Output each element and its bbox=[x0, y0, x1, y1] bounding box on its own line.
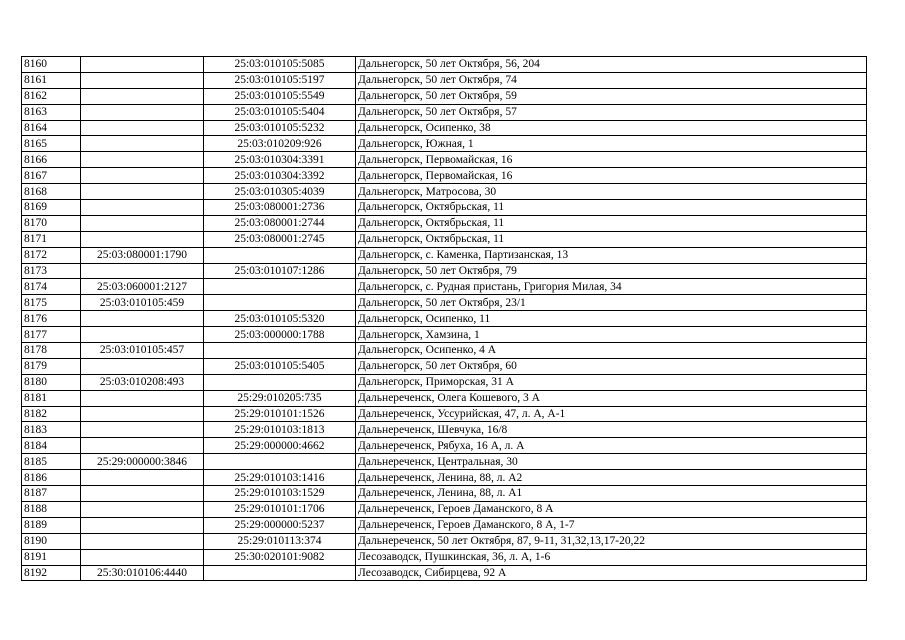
cadastral-number-a-cell bbox=[81, 533, 204, 549]
cadastral-number-b-cell: 25:03:000000:1788 bbox=[204, 327, 356, 343]
table-row bbox=[22, 311, 867, 327]
address-cell: Дальнегорск, 50 лет Октября, 79 bbox=[356, 263, 867, 279]
address-cell: Дальнегорск, Матросова, 30 bbox=[356, 184, 867, 200]
cadastral-number-b-cell: 25:03:010105:5405 bbox=[204, 358, 356, 374]
cadastral-number-a-cell: 25:03:010105:459 bbox=[81, 295, 204, 311]
cadastral-number-b-cell: 25:03:010105:5085 bbox=[204, 57, 356, 73]
cadastral-number-a-cell bbox=[81, 72, 204, 88]
address-cell: Дальнегорск, Октябрьская, 11 bbox=[356, 231, 867, 247]
address-cell: Дальнегорск, Первомайская, 16 bbox=[356, 168, 867, 184]
address-cell: Дальнегорск, Южная, 1 bbox=[356, 136, 867, 152]
cadastral-number-b-cell: 25:03:010304:3391 bbox=[204, 152, 356, 168]
cadastral-number-b-cell bbox=[204, 279, 356, 295]
row-number-cell: 8161 bbox=[22, 72, 81, 88]
address-cell: Дальнегорск, 50 лет Октября, 60 bbox=[356, 358, 867, 374]
cadastral-number-b-cell: 25:03:010105:5404 bbox=[204, 104, 356, 120]
table-row bbox=[22, 136, 867, 152]
table-row bbox=[22, 247, 867, 263]
table-row bbox=[22, 454, 867, 470]
row-number-cell: 8175 bbox=[22, 295, 81, 311]
cadastral-number-a-cell bbox=[81, 104, 204, 120]
address-cell: Дальнегорск, Осипенко, 38 bbox=[356, 120, 867, 136]
cadastral-number-b-cell: 25:03:010304:3392 bbox=[204, 168, 356, 184]
address-cell: Дальнегорск, Хамзина, 1 bbox=[356, 327, 867, 343]
table-row bbox=[22, 215, 867, 231]
address-cell: Дальнереченск, Шевчука, 16/8 bbox=[356, 422, 867, 438]
row-number-cell: 8185 bbox=[22, 454, 81, 470]
address-cell: Дальнереченск, Рябуха, 16 А, л. А bbox=[356, 438, 867, 454]
cadastral-number-a-cell bbox=[81, 200, 204, 216]
table-row bbox=[22, 72, 867, 88]
cadastral-number-a-cell bbox=[81, 152, 204, 168]
table-row bbox=[22, 184, 867, 200]
cadastral-number-a-cell bbox=[81, 168, 204, 184]
address-cell: Дальнегорск, 50 лет Октября, 57 bbox=[356, 104, 867, 120]
row-number-cell: 8162 bbox=[22, 88, 81, 104]
address-cell: Дальнегорск, Октябрьская, 11 bbox=[356, 215, 867, 231]
address-cell: Дальнереченск, 50 лет Октября, 87, 9-11, 31,32,13,17-20,22 bbox=[356, 533, 867, 549]
cadastral-number-a-cell: 25:03:010208:493 bbox=[81, 374, 204, 390]
row-number-cell: 8172 bbox=[22, 247, 81, 263]
address-cell: Лесозаводск, Сибирцева, 92 А bbox=[356, 565, 867, 581]
property-registry-table bbox=[21, 56, 867, 581]
cadastral-number-b-cell: 25:03:010105:5549 bbox=[204, 88, 356, 104]
cadastral-number-a-cell bbox=[81, 88, 204, 104]
cadastral-number-b-cell: 25:03:010305:4039 bbox=[204, 184, 356, 200]
row-number-cell: 8165 bbox=[22, 136, 81, 152]
table-row bbox=[22, 88, 867, 104]
cadastral-number-a-cell bbox=[81, 390, 204, 406]
row-number-cell: 8180 bbox=[22, 374, 81, 390]
cadastral-number-a-cell: 25:30:010106:4440 bbox=[81, 565, 204, 581]
address-cell: Дальнереченск, Олега Кошевого, 3 А bbox=[356, 390, 867, 406]
cadastral-number-b-cell bbox=[204, 343, 356, 359]
cadastral-number-b-cell: 25:30:020101:9082 bbox=[204, 549, 356, 565]
row-number-cell: 8168 bbox=[22, 184, 81, 200]
cadastral-number-b-cell: 25:03:080001:2736 bbox=[204, 200, 356, 216]
cadastral-number-b-cell: 25:29:010103:1416 bbox=[204, 470, 356, 486]
cadastral-number-b-cell: 25:29:000000:5237 bbox=[204, 517, 356, 533]
cadastral-number-a-cell bbox=[81, 486, 204, 502]
cadastral-number-b-cell: 25:29:010101:1706 bbox=[204, 501, 356, 517]
cadastral-number-b-cell bbox=[204, 247, 356, 263]
table-row bbox=[22, 358, 867, 374]
table-row bbox=[22, 152, 867, 168]
cadastral-number-b-cell: 25:29:010101:1526 bbox=[204, 406, 356, 422]
address-cell: Дальнегорск, Первомайская, 16 bbox=[356, 152, 867, 168]
table-row bbox=[22, 549, 867, 565]
table-row bbox=[22, 486, 867, 502]
address-cell: Дальнегорск, 50 лет Октября, 56, 204 bbox=[356, 57, 867, 73]
table-row bbox=[22, 57, 867, 73]
table-row bbox=[22, 263, 867, 279]
address-cell: Дальнегорск, с. Рудная пристань, Григория Милая, 34 bbox=[356, 279, 867, 295]
cadastral-number-a-cell: 25:03:080001:1790 bbox=[81, 247, 204, 263]
row-number-cell: 8178 bbox=[22, 343, 81, 359]
cadastral-number-b-cell: 25:29:010103:1813 bbox=[204, 422, 356, 438]
row-number-cell: 8188 bbox=[22, 501, 81, 517]
address-cell: Дальнереченск, Героев Даманского, 8 А bbox=[356, 501, 867, 517]
row-number-cell: 8171 bbox=[22, 231, 81, 247]
table-row bbox=[22, 533, 867, 549]
cadastral-number-a-cell bbox=[81, 327, 204, 343]
document-sheet bbox=[21, 56, 867, 581]
table-row bbox=[22, 438, 867, 454]
table-row bbox=[22, 501, 867, 517]
row-number-cell: 8160 bbox=[22, 57, 81, 73]
address-cell: Дальнереченск, Ленина, 88, л. А1 bbox=[356, 486, 867, 502]
address-cell: Дальнереченск, Центральная, 30 bbox=[356, 454, 867, 470]
table-row bbox=[22, 406, 867, 422]
cadastral-number-b-cell: 25:03:080001:2745 bbox=[204, 231, 356, 247]
cadastral-number-a-cell bbox=[81, 57, 204, 73]
cadastral-number-a-cell bbox=[81, 311, 204, 327]
cadastral-number-a-cell bbox=[81, 517, 204, 533]
table-row bbox=[22, 374, 867, 390]
address-cell: Дальнегорск, Октябрьская, 11 bbox=[356, 200, 867, 216]
cadastral-number-b-cell: 25:29:010205:735 bbox=[204, 390, 356, 406]
cadastral-number-b-cell: 25:29:010103:1529 bbox=[204, 486, 356, 502]
row-number-cell: 8187 bbox=[22, 486, 81, 502]
cadastral-number-a-cell: 25:29:000000:3846 bbox=[81, 454, 204, 470]
table-row bbox=[22, 104, 867, 120]
cadastral-number-b-cell bbox=[204, 454, 356, 470]
row-number-cell: 8167 bbox=[22, 168, 81, 184]
row-number-cell: 8186 bbox=[22, 470, 81, 486]
row-number-cell: 8170 bbox=[22, 215, 81, 231]
cadastral-number-a-cell bbox=[81, 438, 204, 454]
cadastral-number-a-cell bbox=[81, 184, 204, 200]
address-cell: Дальнереченск, Героев Даманского, 8 А, 1-7 bbox=[356, 517, 867, 533]
row-number-cell: 8184 bbox=[22, 438, 81, 454]
cadastral-number-b-cell bbox=[204, 374, 356, 390]
table-row bbox=[22, 120, 867, 136]
row-number-cell: 8166 bbox=[22, 152, 81, 168]
cadastral-number-b-cell bbox=[204, 295, 356, 311]
cadastral-number-a-cell bbox=[81, 470, 204, 486]
cadastral-number-b-cell: 25:03:010105:5232 bbox=[204, 120, 356, 136]
table-row bbox=[22, 327, 867, 343]
cadastral-number-a-cell bbox=[81, 120, 204, 136]
table-body bbox=[22, 57, 867, 581]
table-row bbox=[22, 565, 867, 581]
table-row bbox=[22, 390, 867, 406]
table-row bbox=[22, 422, 867, 438]
address-cell: Дальнегорск, Осипенко, 11 bbox=[356, 311, 867, 327]
cadastral-number-a-cell bbox=[81, 231, 204, 247]
cadastral-number-a-cell: 25:03:060001:2127 bbox=[81, 279, 204, 295]
table-row bbox=[22, 470, 867, 486]
table-row bbox=[22, 517, 867, 533]
table-row bbox=[22, 343, 867, 359]
row-number-cell: 8181 bbox=[22, 390, 81, 406]
cadastral-number-b-cell: 25:03:010107:1286 bbox=[204, 263, 356, 279]
cadastral-number-b-cell: 25:03:010105:5320 bbox=[204, 311, 356, 327]
row-number-cell: 8163 bbox=[22, 104, 81, 120]
address-cell: Дальнегорск, с. Каменка, Партизанская, 13 bbox=[356, 247, 867, 263]
row-number-cell: 8169 bbox=[22, 200, 81, 216]
cadastral-number-b-cell: 25:29:010113:374 bbox=[204, 533, 356, 549]
row-number-cell: 8182 bbox=[22, 406, 81, 422]
row-number-cell: 8190 bbox=[22, 533, 81, 549]
cadastral-number-b-cell: 25:03:010105:5197 bbox=[204, 72, 356, 88]
table-row bbox=[22, 231, 867, 247]
cadastral-number-b-cell: 25:03:010209:926 bbox=[204, 136, 356, 152]
row-number-cell: 8164 bbox=[22, 120, 81, 136]
row-number-cell: 8192 bbox=[22, 565, 81, 581]
table-row bbox=[22, 295, 867, 311]
row-number-cell: 8176 bbox=[22, 311, 81, 327]
table-row bbox=[22, 168, 867, 184]
address-cell: Дальнереченск, Уссурийская, 47, л. А, А-1 bbox=[356, 406, 867, 422]
address-cell: Дальнегорск, Приморская, 31 А bbox=[356, 374, 867, 390]
cadastral-number-b-cell bbox=[204, 565, 356, 581]
cadastral-number-b-cell: 25:03:080001:2744 bbox=[204, 215, 356, 231]
cadastral-number-a-cell bbox=[81, 501, 204, 517]
row-number-cell: 8191 bbox=[22, 549, 81, 565]
cadastral-number-a-cell: 25:03:010105:457 bbox=[81, 343, 204, 359]
row-number-cell: 8179 bbox=[22, 358, 81, 374]
row-number-cell: 8189 bbox=[22, 517, 81, 533]
row-number-cell: 8173 bbox=[22, 263, 81, 279]
cadastral-number-b-cell: 25:29:000000:4662 bbox=[204, 438, 356, 454]
row-number-cell: 8174 bbox=[22, 279, 81, 295]
cadastral-number-a-cell bbox=[81, 549, 204, 565]
address-cell: Лесозаводск, Пушкинская, 36, л. А, 1-6 bbox=[356, 549, 867, 565]
address-cell: Дальнегорск, 50 лет Октября, 59 bbox=[356, 88, 867, 104]
row-number-cell: 8177 bbox=[22, 327, 81, 343]
address-cell: Дальнереченск, Ленина, 88, л. А2 bbox=[356, 470, 867, 486]
address-cell: Дальнегорск, Осипенко, 4 А bbox=[356, 343, 867, 359]
cadastral-number-a-cell bbox=[81, 136, 204, 152]
address-cell: Дальнегорск, 50 лет Октября, 23/1 bbox=[356, 295, 867, 311]
cadastral-number-a-cell bbox=[81, 422, 204, 438]
address-cell: Дальнегорск, 50 лет Октября, 74 bbox=[356, 72, 867, 88]
table-row bbox=[22, 200, 867, 216]
row-number-cell: 8183 bbox=[22, 422, 81, 438]
cadastral-number-a-cell bbox=[81, 406, 204, 422]
cadastral-number-a-cell bbox=[81, 263, 204, 279]
table-row bbox=[22, 279, 867, 295]
cadastral-number-a-cell bbox=[81, 215, 204, 231]
cadastral-number-a-cell bbox=[81, 358, 204, 374]
